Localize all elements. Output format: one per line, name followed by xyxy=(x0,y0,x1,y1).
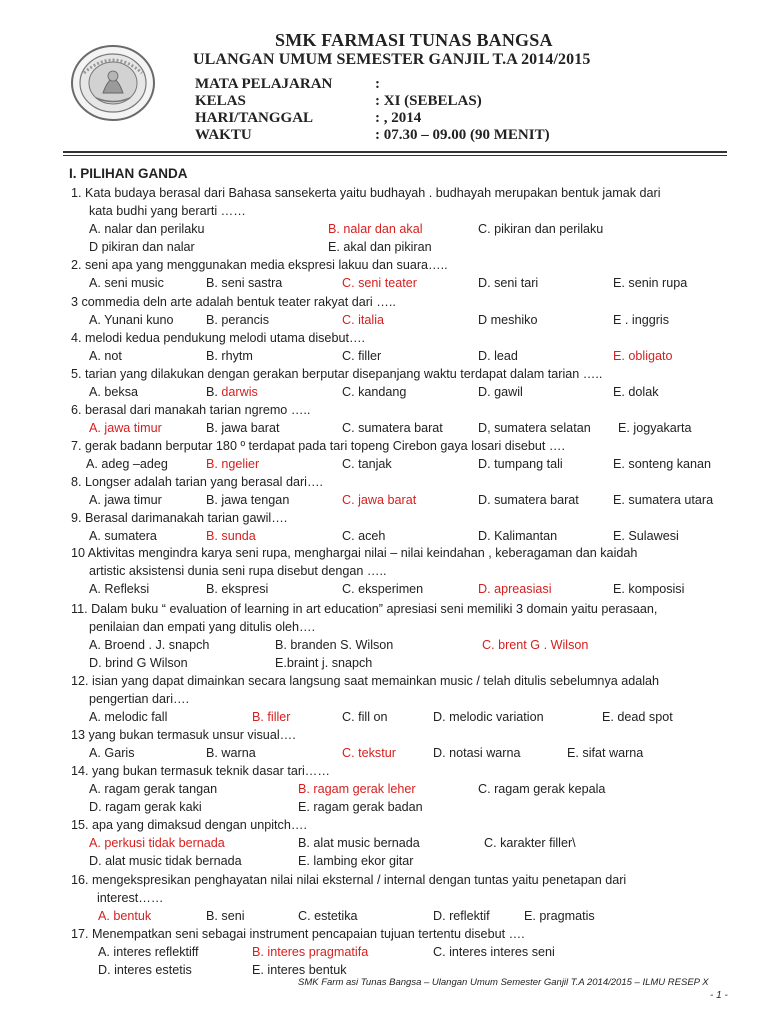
info-label: HARI/TANGGAL xyxy=(195,110,314,126)
option-d: D. interes estetis xyxy=(98,963,192,977)
option-a: A. Yunani kuno xyxy=(89,313,174,327)
option-d: D. gawil xyxy=(478,385,523,399)
info-label: WAKTU xyxy=(195,127,252,143)
option-b: B. perancis xyxy=(206,313,269,327)
option-a: A. Refleksi xyxy=(89,582,150,596)
page-footer: SMK Farm asi Tunas Bangsa – Ulangan Umum Semester Ganjil T.A 2014/2015 – ILMU RESEP X xyxy=(298,977,709,988)
option-a: A. jawa timur xyxy=(89,493,162,507)
option-d: D. notasi warna xyxy=(433,746,521,760)
option-c-answer: C. seni teater xyxy=(342,276,417,290)
option-e: E. sumatera utara xyxy=(613,493,714,507)
option-e: E. komposisi xyxy=(613,582,685,596)
option-a-answer: A. perkusi tidak bernada xyxy=(89,836,225,850)
option-d: D. brind G Wilson xyxy=(89,656,188,670)
option-e: E. akal dan pikiran xyxy=(328,240,432,254)
option-b: B. ekspresi xyxy=(206,582,269,596)
option-d-answer: D. apreasiasi xyxy=(478,582,552,596)
option-a-answer: A. jawa timur xyxy=(89,421,162,435)
question-text: 4. melodi kedua pendukung melodi utama disebut…. xyxy=(71,331,366,345)
question-text: artistic aksistensi dunia seni rupa disebut dengan ….. xyxy=(89,564,387,578)
option-b-answer: B. filler xyxy=(252,710,291,724)
question-text: 14. yang bukan termasuk teknik dasar tari…… xyxy=(71,764,330,778)
page-number: - 1 - xyxy=(710,990,728,1001)
option-d: D. lead xyxy=(478,349,518,363)
option-e: E . inggris xyxy=(613,313,669,327)
option-b-answer: B. nalar dan akal xyxy=(328,222,423,236)
option-a: A. adeg –adeg xyxy=(86,457,168,471)
option-b-answer: B. sunda xyxy=(206,529,256,543)
option-b: B. seni xyxy=(206,909,245,923)
option-e: E. sifat warna xyxy=(567,746,644,760)
option-c: C. filler xyxy=(342,349,382,363)
option-c: C. pikiran dan perilaku xyxy=(478,222,604,236)
option-b: B. jawa barat xyxy=(206,421,280,435)
option-c: C. interes interes seni xyxy=(433,945,555,959)
option-b: B. warna xyxy=(206,746,256,760)
option-d: D. alat music tidak bernada xyxy=(89,854,242,868)
question-text: 7. gerak badann berputar 180 º terdapat pada tari topeng Cirebon gaya losari disebut …. xyxy=(71,439,565,453)
exam-title: ULANGAN UMUM SEMESTER GANJIL T.A 2014/2015 xyxy=(193,51,591,68)
option-a: A. sumatera xyxy=(89,529,157,543)
option-d: D pikiran dan nalar xyxy=(89,240,195,254)
option-e: E.braint j. snapch xyxy=(275,656,373,670)
option-d: D. tumpang tali xyxy=(478,457,563,471)
option-b-answer: darwis xyxy=(221,385,258,399)
option-a: A. seni music xyxy=(89,276,164,290)
option-e: E. sonteng kanan xyxy=(613,457,712,471)
question-text: kata budhi yang berarti …… xyxy=(89,204,246,218)
question-text: 12. isian yang dapat dimainkan secara langsung saat memainkan music / telah ditulis sebelumnya adalah xyxy=(71,674,660,688)
question-text: 10 Aktivitas mengindra karya seni rupa, menghargai nilai – nilai keindahan , keberagaman dan kaidah xyxy=(71,546,638,560)
option-c: C. estetika xyxy=(298,909,358,923)
option-a: A. ragam gerak tangan xyxy=(89,782,218,796)
header-divider xyxy=(63,151,727,153)
option-a: A. beksa xyxy=(89,385,139,399)
option-b xyxy=(206,385,258,399)
option-a: A. nalar dan perilaku xyxy=(89,222,205,236)
option-c-answer: C. jawa barat xyxy=(342,493,417,507)
option-e: E. ragam gerak badan xyxy=(298,800,423,814)
section-title: I. PILIHAN GANDA xyxy=(69,166,188,181)
option-e: E. dolak xyxy=(613,385,659,399)
question-text: 16. mengekspresikan penghayatan nilai nilai eksternal / internal dengan tuntas yaitu penetapan dari xyxy=(71,873,627,887)
question-text: 6. berasal dari manakah tarian ngremo ….. xyxy=(71,403,311,417)
option-e: E. interes bentuk xyxy=(252,963,347,977)
info-value: : , 2014 xyxy=(375,110,422,126)
question-text: 9. Berasal darimanakah tarian gawil…. xyxy=(71,511,288,525)
option-e: E. lambing ekor gitar xyxy=(298,854,414,868)
option-e-answer: E. obligato xyxy=(613,349,673,363)
question-text: 3 commedia deln arte adalah bentuk teater rakyat dari ….. xyxy=(71,295,396,309)
option-d: D, sumatera selatan xyxy=(478,421,591,435)
option-b: B. branden S. Wilson xyxy=(275,638,394,652)
question-text: penilaian dan empati yang ditulis oleh…. xyxy=(89,620,316,634)
option-d: D meshiko xyxy=(478,313,538,327)
option-e: E. jogyakarta xyxy=(618,421,692,435)
option-c: C. ragam gerak kepala xyxy=(478,782,606,796)
option-d: D. Kalimantan xyxy=(478,529,558,543)
question-text: 15. apa yang dimaksud dengan unpitch…. xyxy=(71,818,307,832)
option-b: B. jawa tengan xyxy=(206,493,290,507)
info-label: KELAS xyxy=(195,93,246,109)
question-text: 8. Longser adalah tarian yang berasal dari…. xyxy=(71,475,324,489)
option-c: C. karakter filler\ xyxy=(484,836,576,850)
option-e: E. pragmatis xyxy=(524,909,595,923)
option-a: A. Garis xyxy=(89,746,135,760)
option-b: B. alat music bernada xyxy=(298,836,420,850)
option-b-answer: B. ngelier xyxy=(206,457,260,471)
info-value: : XI (SEBELAS) xyxy=(375,93,482,109)
option-e: E. dead spot xyxy=(602,710,673,724)
question-text: 17. Menempatkan seni sebagai instrument pencapaian tujuan tertentu disebut …. xyxy=(71,927,525,941)
question-text: interest…… xyxy=(97,891,164,905)
info-value: : 07.30 – 09.00 (90 MENIT) xyxy=(375,127,550,143)
option-c-answer: C. italia xyxy=(342,313,384,327)
option-d: D. ragam gerak kaki xyxy=(89,800,202,814)
option-d: D. melodic variation xyxy=(433,710,544,724)
option-c-answer: C. brent G . Wilson xyxy=(482,638,589,652)
header-divider-thin xyxy=(63,155,727,156)
school-logo-emblem xyxy=(70,43,156,123)
question-text: 5. tarian yang dilakukan dengan gerakan berputar disepanjang waktu terdapat dalam tarian ….. xyxy=(71,367,603,381)
option-a: A. not xyxy=(89,349,122,363)
question-text: 11. Dalam buku “ evaluation of learning in art education” apresiasi seni memiliki 3 domain yaitu perasaan, xyxy=(71,602,658,616)
option-d: D. seni tari xyxy=(478,276,539,290)
option-c: C. aceh xyxy=(342,529,386,543)
option-d: D. reflektif xyxy=(433,909,490,923)
option-a: A. melodic fall xyxy=(89,710,168,724)
option-e: E. senin rupa xyxy=(613,276,688,290)
option-e: E. Sulawesi xyxy=(613,529,679,543)
question-text: 2. seni apa yang menggunakan media ekspresi lakuu dan suara….. xyxy=(71,258,448,272)
question-text: 1. Kata budaya berasal dari Bahasa sansekerta yaitu budhayah . budhayah merupakan bentuk jamak dari xyxy=(71,186,661,200)
info-label: MATA PELAJARAN xyxy=(195,76,333,92)
option-letter: B. xyxy=(206,385,222,399)
option-b-answer: B. ragam gerak leher xyxy=(298,782,416,796)
info-value: : xyxy=(375,76,380,92)
option-c: C. tanjak xyxy=(342,457,392,471)
question-text: pengertian dari…. xyxy=(89,692,190,706)
option-a: A. Broend . J. snapch xyxy=(89,638,210,652)
option-d: D. sumatera barat xyxy=(478,493,579,507)
option-c-answer: C. tekstur xyxy=(342,746,396,760)
option-b: B. rhytm xyxy=(206,349,253,363)
school-name: SMK FARMASI TUNAS BANGSA xyxy=(275,30,553,50)
option-a: A. interes reflektiff xyxy=(98,945,199,959)
option-c: C. sumatera barat xyxy=(342,421,443,435)
option-a-answer: A. bentuk xyxy=(98,909,152,923)
option-b: B. seni sastra xyxy=(206,276,283,290)
option-c: C. fill on xyxy=(342,710,388,724)
option-b-answer: B. interes pragmatifa xyxy=(252,945,369,959)
question-text: 13 yang bukan termasuk unsur visual…. xyxy=(71,728,296,742)
option-c: C. kandang xyxy=(342,385,407,399)
option-c: C. eksperimen xyxy=(342,582,424,596)
